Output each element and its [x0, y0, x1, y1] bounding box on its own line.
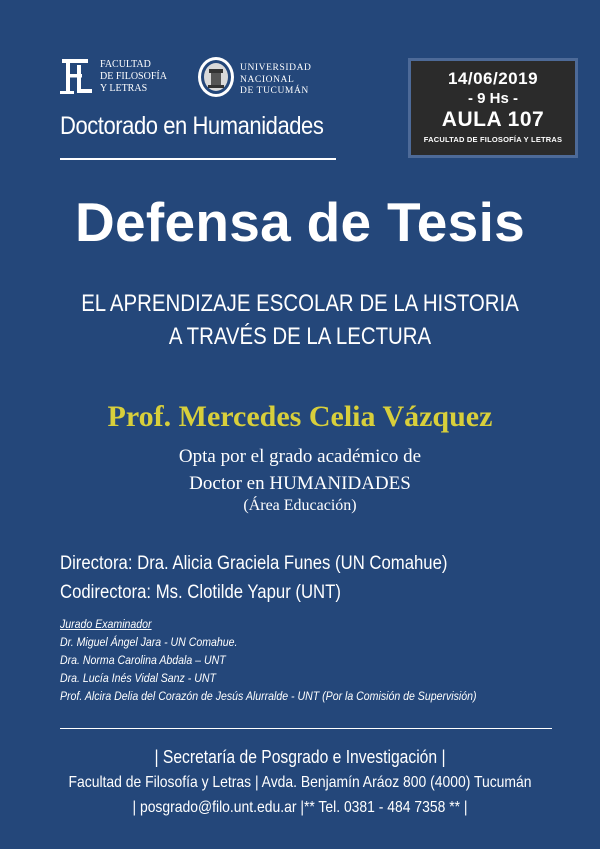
faculty-name-line: DE FILOSOFÍA	[100, 71, 167, 82]
footer	[0, 745, 600, 820]
university-seal-icon	[196, 55, 236, 99]
faculty-name-line: Y LETRAS	[100, 83, 148, 94]
faculty-logo-icon	[58, 57, 94, 97]
degree-info	[0, 443, 600, 497]
event-info-box	[408, 58, 578, 158]
event-room: AULA 107	[441, 108, 545, 131]
footer-office: | Secretaría de Posgrado e Investigación |	[154, 747, 446, 767]
event-time: - 9 Hs -	[467, 90, 518, 107]
thesis-title-line: EL APRENDIZAJE ESCOLAR DE LA HISTORIA	[81, 290, 519, 317]
footer-contact: | posgrado@filo.unt.edu.ar |** Tel. 0381 - 484 7358 ** |	[132, 799, 468, 816]
degree-line: Doctor en HUMANIDADES	[189, 473, 411, 494]
degree-area: (Área Educación)	[243, 497, 357, 514]
thesis-title-line: A TRAVÉS DE LA LECTURA	[168, 323, 432, 350]
advisors	[60, 549, 500, 607]
university-name-line: UNIVERSIDAD	[240, 63, 312, 73]
candidate-name: Prof. Mercedes Celia Vázquez	[107, 400, 493, 433]
page-title: Defensa de Tesis	[74, 191, 526, 253]
codirector: Codirectora: Ms. Clotilde Yapur (UNT)	[60, 582, 341, 603]
degree-line: Opta por el grado académico de	[178, 446, 422, 467]
event-date: 14/06/2019	[447, 69, 539, 88]
jury	[60, 615, 533, 705]
divider	[60, 158, 336, 160]
divider	[60, 728, 552, 729]
jury-heading: Jurado Examinador	[60, 617, 152, 631]
university-name-line: DE TUCUMÁN	[240, 86, 309, 96]
university-name	[240, 63, 312, 98]
program-name: Doctorado en Humanidades	[60, 112, 324, 140]
university-name-line: NACIONAL	[240, 74, 295, 85]
jury-member: Prof. Alcira Delia del Corazón de Jesús Alurralde - UNT (Por la Comisión de Supervisión)	[60, 689, 477, 703]
jury-member: Dra. Lucía Inés Vidal Sanz - UNT	[60, 671, 216, 685]
director: Directora: Dra. Alicia Graciela Funes (UN Comahue)	[60, 553, 448, 574]
faculty-name-line: FACULTAD	[100, 59, 151, 70]
faculty-name	[100, 59, 167, 95]
jury-member: Dra. Norma Carolina Abdala – UNT	[60, 653, 226, 667]
event-venue: FACULTAD DE FILOSOFÍA Y LETRAS	[423, 135, 563, 144]
jury-member: Dr. Miguel Ángel Jara - UN Comahue.	[60, 635, 238, 649]
thesis-title	[0, 287, 600, 353]
footer-address: Facultad de Filosofía y Letras | Avda. Benjamín Aráoz 800 (4000) Tucumán	[68, 774, 532, 791]
